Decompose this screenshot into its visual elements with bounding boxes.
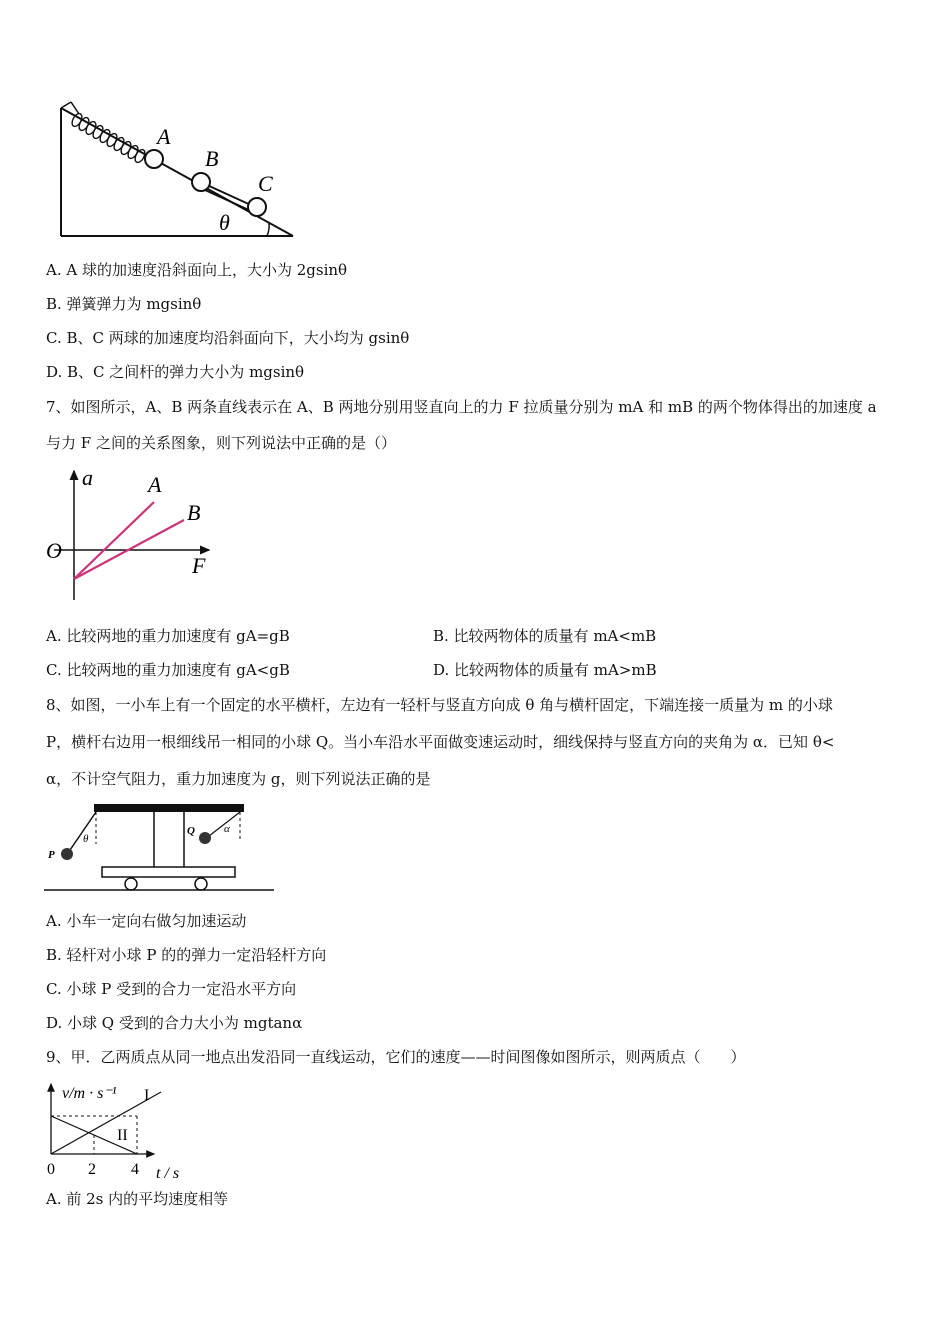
q8-stem-line1: 8、如图，一小车上有一个固定的水平横杆，左边有一轻杆与竖直方向成 θ 角与横杆固定，下端连接一质量为 m 的小球: [46, 696, 833, 714]
label-c: C: [258, 171, 273, 196]
line-a-label: A: [148, 472, 162, 497]
q8-stem-line2: P，横杆右边用一根细线吊一相同的小球 Q。当小车沿水平面做变速运动时，细线保持与竖直方向的夹角为 α．已知 θ<: [46, 733, 835, 751]
q9-option-a: A. 前 2s 内的平均速度相等: [46, 1190, 229, 1208]
ball-b: [192, 173, 210, 191]
tick-2: 2: [88, 1161, 96, 1178]
label-theta-p: θ: [83, 833, 89, 845]
q7-stem-line2: 与力 F 之间的关系图象，则下列说法中正确的是（）: [46, 434, 396, 452]
q7-stem-line1: 7、如图所示，A、B 两条直线表示在 A、B 两地分别用竖直向上的力 F 拉质量分别为 mA 和 mB 的两个物体得出的加速度 a: [46, 398, 877, 416]
q8-option-d: D. 小球 Q 受到的合力大小为 mgtanα: [46, 1014, 303, 1032]
tick-4: 4: [131, 1161, 139, 1178]
ball-a: [145, 150, 163, 168]
q8-option-a: A. 小车一定向右做匀加速运动: [46, 912, 247, 930]
cart-figure: [44, 800, 279, 900]
label-q: Q: [187, 825, 195, 837]
q7-option-b: B. 比较两物体的质量有 mA<mB: [433, 627, 657, 645]
v-axis-label: v/m · s⁻¹: [62, 1085, 117, 1102]
line-ii-label: II: [117, 1127, 128, 1144]
q9-stem: 9、甲．乙两质点从同一地点出发沿同一直线运动，它们的速度——时间图像如图所示，则两质点（ ）: [46, 1048, 746, 1066]
q7-option-c: C. 比较两地的重力加速度有 gA<gB: [46, 661, 290, 679]
label-a: A: [157, 124, 171, 149]
label-alpha: α: [224, 823, 230, 835]
label-p: P: [48, 849, 55, 861]
ball-p: [61, 848, 73, 860]
q7-option-a: A. 比较两地的重力加速度有 gA=gB: [46, 627, 290, 645]
t-axis-label: t / s: [156, 1165, 180, 1182]
label-b: B: [205, 146, 219, 171]
q7-option-d: D. 比较两物体的质量有 mA>mB: [433, 661, 657, 679]
q6-option-b: B. 弹簧弹力为 mgsinθ: [46, 295, 202, 313]
q6-option-a: A. A 球的加速度沿斜面向上，大小为 2gsinθ: [46, 261, 348, 279]
tick-0: 0: [47, 1161, 55, 1178]
line-a: [74, 502, 154, 579]
origin-label: O: [46, 538, 62, 563]
q8-option-c: C. 小球 P 受到的合力一定沿水平方向: [46, 980, 297, 998]
ball-q: [199, 832, 211, 844]
line-i-label: I: [144, 1087, 150, 1104]
label-theta: θ: [219, 210, 230, 235]
q8-option-b: B. 轻杆对小球 P 的的弹力一定沿轻杆方向: [46, 946, 327, 964]
q8-stem-line3: α，不计空气阻力，重力加速度为 g，则下列说法正确的是: [46, 770, 431, 788]
x-axis-label: F: [192, 553, 206, 578]
y-axis-label: a: [82, 465, 93, 490]
vt-graph: [44, 1078, 204, 1184]
q6-option-d: D. B、C 之间杆的弹力大小为 mgsinθ: [46, 363, 305, 381]
line-b-label: B: [187, 500, 201, 525]
incline-figure: [55, 100, 300, 240]
ball-c: [248, 198, 266, 216]
q6-option-c: C. B、C 两球的加速度均沿斜面向下，大小均为 gsinθ: [46, 329, 410, 347]
a-f-graph: [44, 465, 224, 605]
